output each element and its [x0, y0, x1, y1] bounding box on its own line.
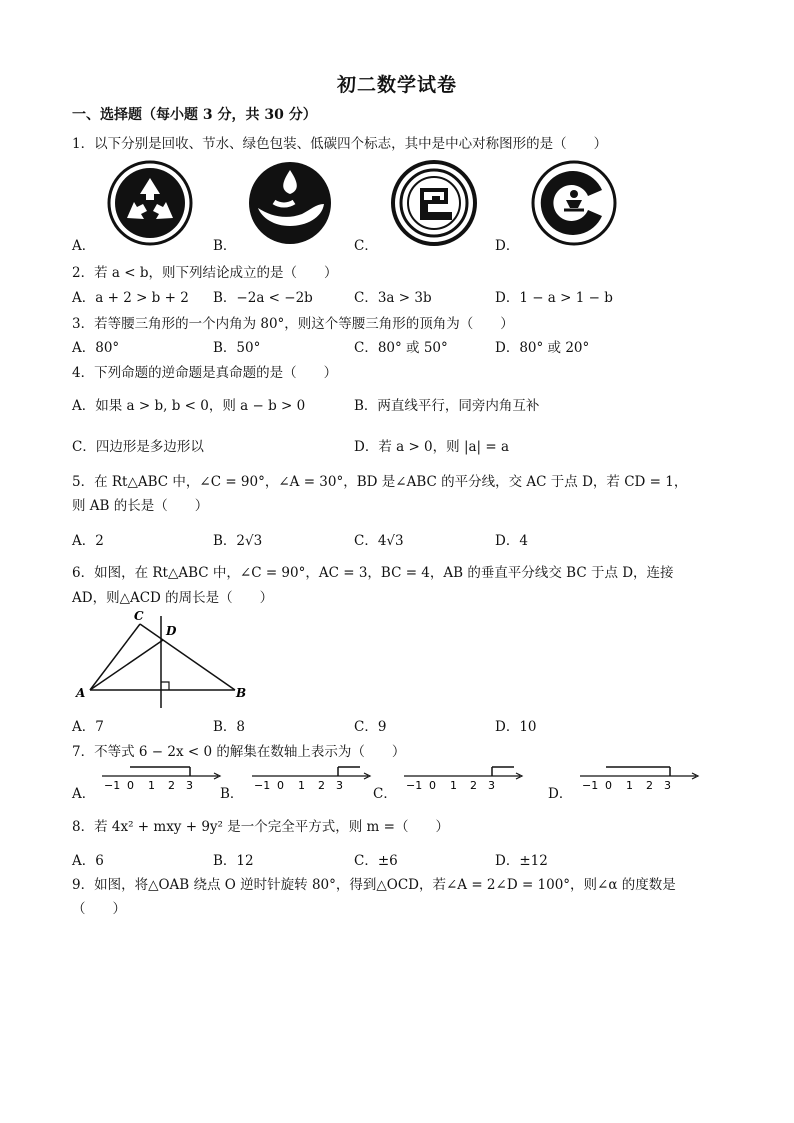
svg-text:0: 0: [605, 779, 612, 792]
q7-option-a[interactable]: A．: [72, 786, 96, 802]
q9-stem-line2: （ ）: [72, 901, 126, 917]
label-a: A: [76, 686, 86, 700]
q7-stem: 7．不等式 6 − 2x < 0 的解集在数轴上表示为（ ）: [72, 744, 406, 760]
label-c: C: [134, 609, 144, 623]
q1-option-b[interactable]: B．: [213, 238, 237, 254]
q2-stem: 2．若 a < b，则下列结论成立的是（ ）: [72, 265, 338, 281]
q5-stem-line2: 则 AB 的长是（ ）: [72, 498, 209, 514]
svg-text:2: 2: [646, 779, 653, 792]
svg-text:3: 3: [488, 779, 495, 792]
q5-stem-line1: 5．在 Rt△ABC 中，∠C = 90°，∠A = 30°，BD 是∠ABC 的平分线，交 AC 于点 D，若 CD = 1，: [72, 474, 688, 490]
svg-text:3: 3: [186, 779, 193, 792]
q9-stem-line1: 9．如图，将△OAB 绕点 O 逆时针旋转 80°，得到△OCD，若∠A = 2∠D = 100°，则∠α 的度数是: [72, 877, 676, 893]
svg-text:−1: −1: [254, 779, 271, 792]
q5-option-b[interactable]: B．2√3: [213, 533, 263, 549]
q4-option-c[interactable]: C．四边形是多边形以: [72, 439, 204, 455]
q4-option-b[interactable]: B．两直线平行，同旁内角互补: [354, 398, 540, 414]
svg-text:2: 2: [168, 779, 175, 792]
q1-stem: 1．以下分别是回收、节水、绿色包装、低碳四个标志，其中是中心对称图形的是（ ）: [72, 136, 608, 152]
q4-stem: 4．下列命题的逆命题是真命题的是（ ）: [72, 365, 338, 381]
q4-option-a[interactable]: A．如果 a > b, b < 0，则 a − b > 0: [72, 398, 306, 414]
q7-option-b[interactable]: B．: [220, 786, 244, 802]
q5-option-d[interactable]: D．4: [495, 533, 528, 549]
q8-stem: 8．若 4x² + mxy + 9y² 是一个完全平方式，则 m =（ ）: [72, 819, 449, 835]
q2-option-d[interactable]: D．1 − a > 1 − b: [495, 290, 613, 306]
q8-option-c[interactable]: C．±6: [354, 853, 398, 869]
svg-text:1: 1: [626, 779, 633, 792]
q6-triangle-diagram: [72, 608, 254, 712]
svg-text:0: 0: [127, 779, 134, 792]
green-package-icon: [388, 160, 480, 246]
section-heading: 一、选择题（每小题 3 分，共 30 分）: [72, 107, 317, 123]
right-angle-mark: [161, 682, 169, 690]
recycle-icon: [104, 160, 196, 246]
q6-option-d[interactable]: D．10: [495, 719, 537, 735]
svg-text:3: 3: [664, 779, 671, 792]
q7-number-line-a: [100, 762, 222, 792]
svg-text:−1: −1: [406, 779, 423, 792]
segment-ad: [90, 640, 163, 690]
q1-option-a[interactable]: A．: [72, 238, 96, 254]
low-carbon-icon: [528, 160, 620, 246]
q7-number-line-d: [578, 762, 700, 792]
q3-option-c[interactable]: C．80° 或 50°: [354, 340, 448, 356]
segment-cb: [140, 624, 235, 690]
q3-option-a[interactable]: A．80°: [72, 340, 120, 356]
q7-number-line-c: [402, 762, 524, 792]
svg-text:−1: −1: [582, 779, 599, 792]
q4-option-d[interactable]: D．若 a > 0，则 |a| = a: [354, 439, 510, 455]
q8-option-d[interactable]: D．±12: [495, 853, 548, 869]
q2-option-b[interactable]: B．−2a < −2b: [213, 290, 313, 306]
svg-text:3: 3: [336, 779, 343, 792]
q5-option-c[interactable]: C．4√3: [354, 533, 404, 549]
q8-option-b[interactable]: B．12: [213, 853, 254, 869]
q7-option-c[interactable]: C．: [373, 786, 397, 802]
q6-option-c[interactable]: C．9: [354, 719, 387, 735]
q2-option-c[interactable]: C．3a > 3b: [354, 290, 432, 306]
svg-text:0: 0: [429, 779, 436, 792]
segment-ac: [90, 624, 140, 690]
svg-text:1: 1: [148, 779, 155, 792]
svg-text:1: 1: [298, 779, 305, 792]
q8-option-a[interactable]: A．6: [72, 853, 104, 869]
svg-text:0: 0: [277, 779, 284, 792]
q1-option-c[interactable]: C．: [354, 238, 378, 254]
svg-text:−1: −1: [104, 779, 121, 792]
q6-stem-line1: 6．如图，在 Rt△ABC 中，∠C = 90°，AC = 3，BC = 4，AB 的垂直平分线交 BC 于点 D，连接: [72, 565, 674, 581]
page-title: 初二数学试卷: [336, 74, 457, 96]
q3-stem: 3．若等腰三角形的一个内角为 80°，则这个等腰三角形的顶角为（ ）: [72, 316, 514, 332]
svg-text:2: 2: [470, 779, 477, 792]
svg-text:1: 1: [450, 779, 457, 792]
label-d: D: [166, 624, 177, 638]
q3-option-d[interactable]: D．80° 或 20°: [495, 340, 590, 356]
q7-number-line-b: [250, 762, 372, 792]
q5-option-a[interactable]: A．2: [72, 533, 104, 549]
q1-option-d[interactable]: D．: [495, 238, 520, 254]
q3-option-b[interactable]: B．50°: [213, 340, 261, 356]
q7-option-d[interactable]: D．: [548, 786, 573, 802]
label-b: B: [236, 686, 247, 700]
q2-option-a[interactable]: A．a + 2 > b + 2: [72, 290, 189, 306]
q6-stem-line2: AD，则△ACD 的周长是（ ）: [72, 590, 274, 606]
svg-text:2: 2: [318, 779, 325, 792]
water-drop-icon: [244, 160, 336, 246]
q6-option-b[interactable]: B．8: [213, 719, 246, 735]
q6-option-a[interactable]: A．7: [72, 719, 104, 735]
